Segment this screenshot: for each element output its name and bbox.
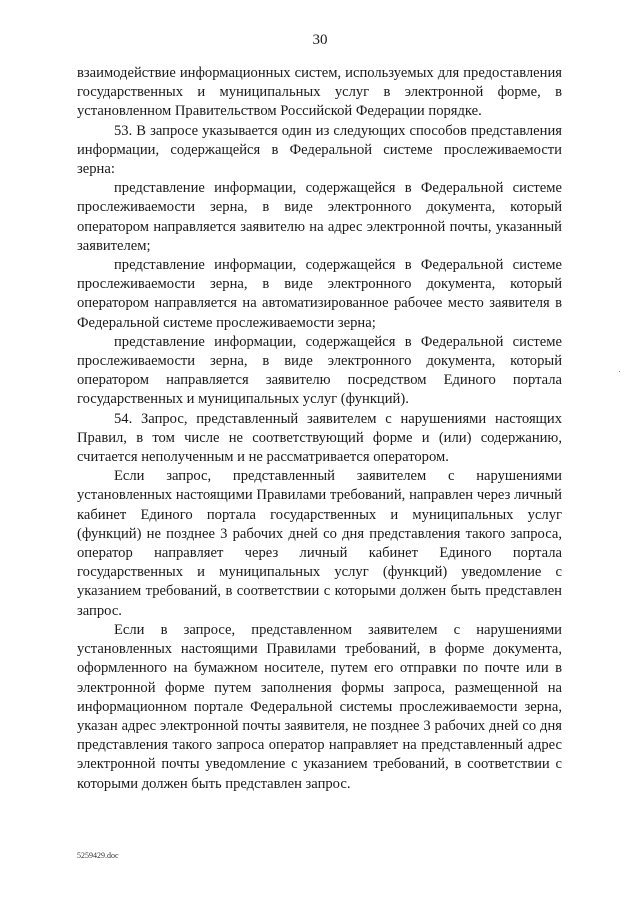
paragraph-portal-request-notice: Если запрос, представленный заявителем с нарушениями установленных настоящими Правилами требований, направлен через личный кабинет Единого портала государственных и муниципальных услуг (функций) не позднее 3 рабочих дней со дня представления такого запроса, оператор направляет через личный кабинет Единого портала государственных и муниципальных услуг (функций) уведомление с указанием требований, в соответствии с которыми должен быть представлен запрос. bbox=[77, 468, 562, 619]
paragraph-option-portal: представление информации, содержащейся в Федеральной системе прослеживаемости зерна, в виде электронного документа, который оператором направляется заявителю посредством Единого портала государственных и муниципальных услуг (функций). bbox=[77, 333, 562, 408]
page-number: 30 bbox=[312, 32, 328, 48]
paragraph-option-workstation: представление информации, содержащейся в Федеральной системе прослеживаемости зерна, в виде электронного документа, который оператором направляется на автоматизированное рабочее место заявителя в Федеральной системе прослеживаемости зерна; bbox=[77, 257, 562, 331]
paragraph-option-email: представление информации, содержащейся в Федеральной системе прослеживаемости зерна, в виде электронного документа, который оператором направляется заявителю на адрес электронной почты, указанный заявителем; bbox=[77, 180, 562, 254]
file-reference: 5259429.doc bbox=[77, 851, 119, 860]
scan-speck bbox=[619, 371, 620, 372]
paragraph-continuation: взаимодействие информационных систем, используемых для предоставления государственных и муниципальных услуг в электронной форме, в установленном Правительством Российской Федерации порядке. bbox=[77, 65, 562, 120]
paragraph-paper-request-notice: Если в запросе, представленном заявителем с нарушениями установленных настоящими Правилами требований, в форме документа, оформленного на бумажном носителе, путем его отправки по почте или в электронной форме путем заполнения формы запроса, размещенной на информационном портале Федеральной системы прослеживаемости зерна, указан адрес электронной почты заявителя, не позднее 3 рабочих дней со дня представления такого запроса оператор направляет на представленный адрес электронной почты уведомление с указанием требований, в соответствии с которыми должен быть представлен запрос. bbox=[77, 621, 562, 792]
paragraph-clause-53: 53. В запросе указывается один из следующих способов представления информации, содержащейся в Федеральной системе прослеживаемости зерна: bbox=[77, 122, 562, 178]
paragraph-clause-54: 54. Запрос, представленный заявителем с нарушениями настоящих Правил, в том числе не соответствующий форме и (или) содержанию, считается неполученным и не рассматривается оператором. bbox=[77, 410, 562, 466]
document-body bbox=[77, 64, 562, 794]
